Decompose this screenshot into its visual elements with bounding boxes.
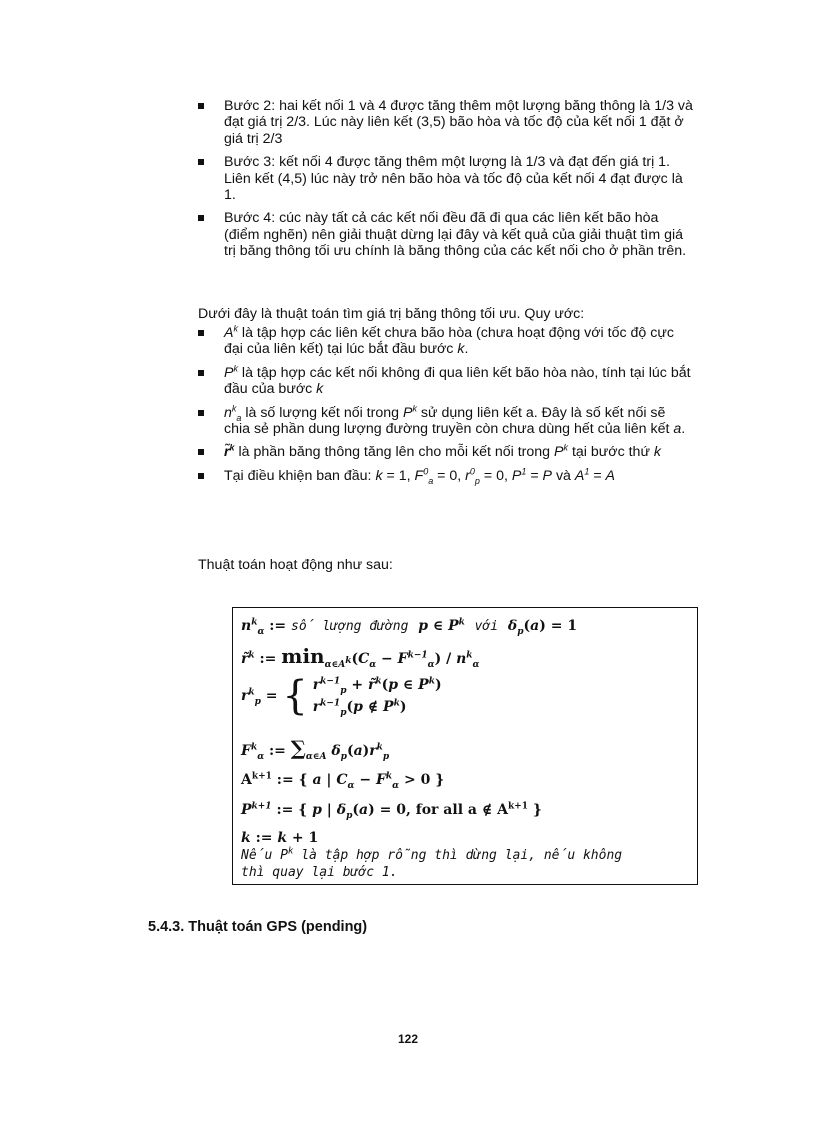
bullet-square-icon (198, 449, 204, 455)
algo-line-flow: $F^k_\alpha$ := $\sum_{\alpha\in A}$ $\delta_p(a)r^k_p$ (241, 736, 390, 762)
definition-list (198, 325, 694, 491)
algo-line-set-a: $A^{k+1}$ := { a | $C_\alpha - F^k_\alpha > 0$ } (241, 771, 445, 791)
algo-line-count: $n^k_\alpha$ := số lượng đường p ∈ $P^k$ với $\delta_p(a) = 1$ (241, 617, 578, 637)
algo-line-set-p: $P^{k+1}$ := { p | $\delta_p(a) = 0$, for all a ∉ $A^{k+1}$ } (241, 801, 542, 821)
algo-line-increment: k := k + 1 (241, 830, 319, 846)
bullet-square-icon (198, 330, 204, 336)
list-item: Bước 2: hai kết nối 1 và 4 được tăng thêm một lượng băng thông là 1/3 và đạt giá trị 2/3. Lúc này liên kết (3,5) bão hòa và tốc độ của kết nối 1 đặt ở giá trị 2/3 (198, 98, 694, 147)
bullet-square-icon (198, 103, 204, 109)
list-item: $n^k_a$ là số lượng kết nối trong $P^k$ sử dụng liên kết a. Đây là số kết nối sẽ chia sẻ phần dung lượng đường truyền còn chưa dùng hết của liên kết a. (198, 405, 694, 438)
list-item: r̃$^k$ là phần băng thông tăng lên cho mỗi kết nối trong $P^k$ tại bước thứ k (198, 444, 694, 460)
algo-line-stop: Nếu $P^k$ là tập hợp rỗng thì dừng lại, nếu không (241, 846, 623, 863)
intro-paragraph: Dưới đây là thuật toán tìm giá trị băng thông tối ưu. Quy ước: (198, 306, 585, 322)
algo-line-min: r̃$^k$ := $\min_{\alpha\in A^k}(C_\alpha - F^{k-1}_\alpha) / n^k_\alpha$ (241, 644, 480, 670)
closing-paragraph: Thuật toán hoạt động như sau: (198, 557, 393, 573)
list-item: $A^k$ là tập hợp các liên kết chưa bão hòa (chưa hoạt động với tốc độ cực đại của liên kết) tại lúc bắt đầu bước k. (198, 325, 694, 358)
algo-line-loop: thì quay lại bước 1. (241, 865, 398, 880)
step-list (198, 98, 694, 267)
section-heading: 5.4.3. Thuật toán GPS (pending) (148, 919, 368, 935)
list-item: Bước 4: cúc này tất cả các kết nối đều đã đi qua các liên kết bão hòa (điểm nghẽn) nên giải thuật dừng lại đây và kết quả của giải thuật tìm giá trị băng thông tối ưu chính là băng thông của các kết nối cho ở phần trên. (198, 210, 694, 259)
algo-line-rate: $r^k_p$ = { $r^{k-1}_p$ + r̃$^k$(p ∈ $P^k$) $r^{k-1}_p(p$ ∉ $P^k$) (241, 673, 442, 719)
bullet-square-icon (198, 473, 204, 479)
algorithm-box (232, 607, 698, 885)
bullet-square-icon (198, 370, 204, 376)
list-item: $P^k$ là tập hợp các kết nối không đi qua liên kết bão hòa nào, tính tại lúc bắt đầu của bước k (198, 365, 694, 398)
bullet-square-icon (198, 215, 204, 221)
list-item: Tại điều khiện ban đầu: k = 1, $F^0_a = 0$, $r^0_p = 0$, $P^1 = P$ và $A^1 = A$ (198, 468, 694, 484)
list-item: Bước 3: kết nối 4 được tăng thêm một lượng là 1/3 và đạt đến giá trị 1. Liên kết (4,5) lúc này trở nên bão hòa và tốc độ của kết nối 4 đạt được là 1. (198, 154, 694, 203)
bullet-square-icon (198, 410, 204, 416)
page-number: 122 (397, 1032, 419, 1046)
bullet-square-icon (198, 159, 204, 165)
